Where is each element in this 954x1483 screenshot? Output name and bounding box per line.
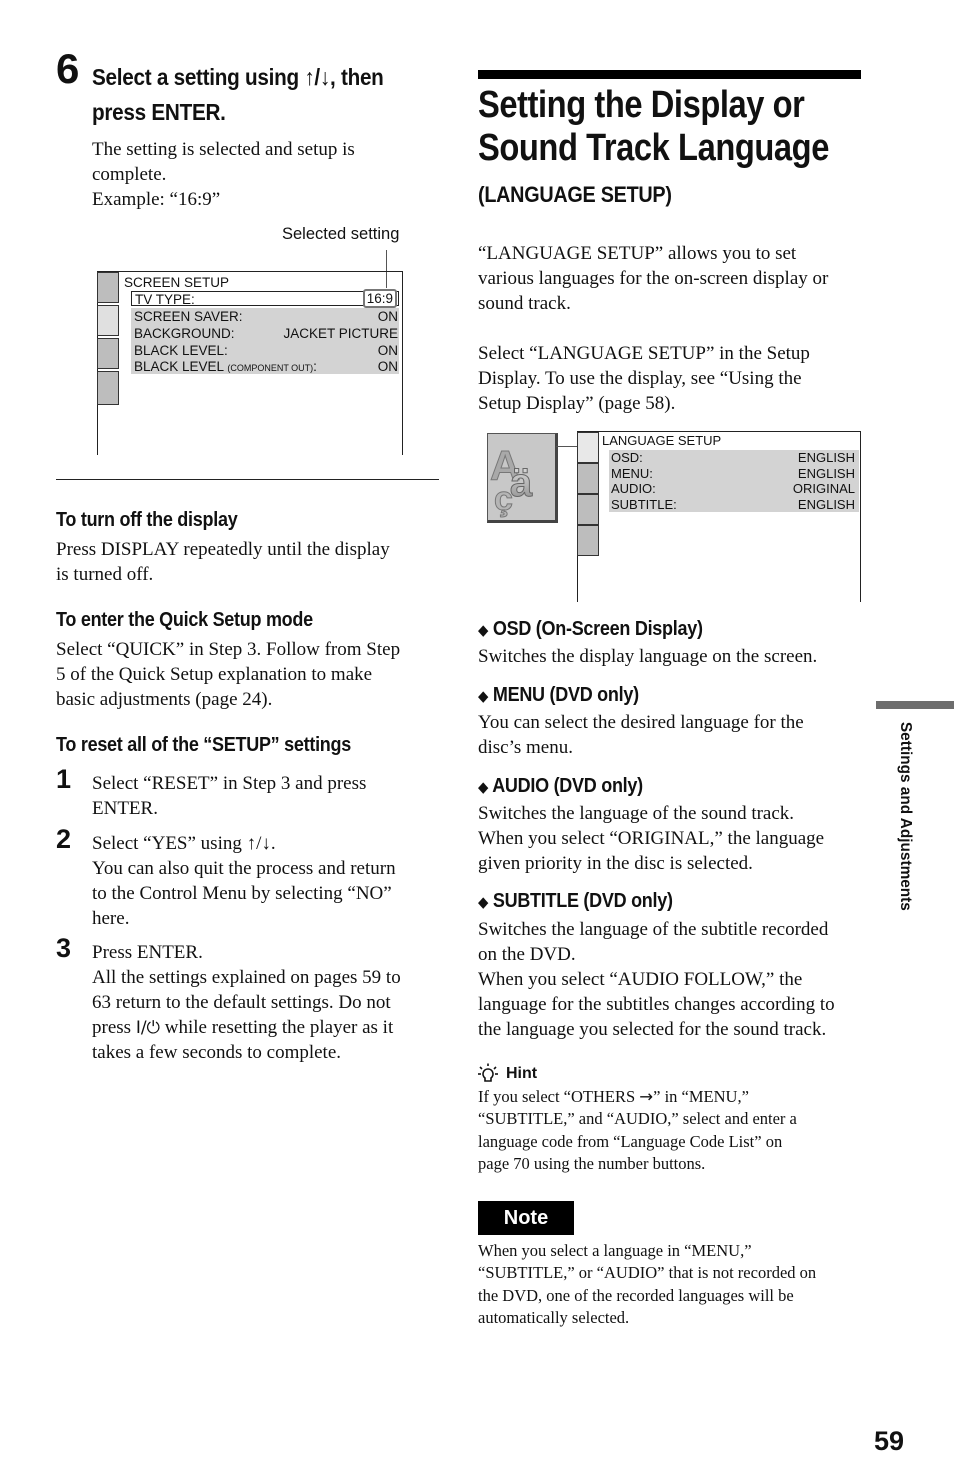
turn-off-heading: To turn off the display	[56, 509, 238, 531]
row-label: OSD:	[611, 450, 643, 465]
hint-line1: If you select “OTHERS →” in “MENU,”	[478, 1087, 749, 1106]
subtitle-heading: ◆ SUBTITLE (DVD only)	[478, 890, 673, 912]
reset-step-3-number: 3	[56, 933, 72, 963]
audio-body-line3: given priority in the disc is selected.	[478, 853, 753, 874]
subtitle-body-line1: Switches the language of the subtitle recorded	[478, 919, 829, 940]
note-line4: automatically selected.	[478, 1308, 630, 1327]
intro1-line1: “LANGUAGE SETUP” allows you to set	[478, 243, 797, 264]
diamond-bullet-icon: ◆	[478, 778, 489, 796]
hint-label: Hint	[478, 1063, 537, 1085]
reset-step-2-line1: Select “YES” using ↑/↓.	[92, 833, 276, 854]
row-value: ENGLISH	[797, 450, 855, 465]
language-letters-icon	[488, 434, 555, 520]
side-tab-label: Settings and Adjustments	[897, 721, 914, 911]
diamond-bullet-icon: ◆	[478, 893, 489, 911]
setup-icon-button	[97, 272, 119, 303]
reset-step-2-line2: You can also quit the process and return	[92, 858, 396, 879]
reset-step-1-line1: Select “RESET” in Step 3 and press	[92, 773, 367, 794]
reset-step-1-number: 1	[56, 764, 72, 794]
step-6-heading-line1: Select a setting using ↑/↓, then	[92, 64, 384, 90]
step-6-body-line2: complete.	[92, 164, 167, 185]
screen-row-black-level-component	[134, 358, 398, 377]
reset-step-3-line3: 63 return to the default settings. Do not	[92, 992, 391, 1013]
row-value: JACKET PICTURE	[283, 326, 398, 341]
intro1-line3: sound track.	[478, 293, 571, 314]
quick-line2: 5 of the Quick Setup explanation to make	[56, 664, 373, 685]
osd-body: Switches the display language on the screen.	[478, 646, 818, 667]
note-line3: the DVD, one of the recorded languages will be	[478, 1286, 794, 1305]
turn-off-line2: is turned off.	[56, 564, 154, 585]
text: while resetting the player as it	[160, 1017, 394, 1038]
step-6-body-line1: The setting is selected and setup is	[92, 139, 355, 160]
setup-icon-button	[577, 525, 599, 556]
reset-step-3-line2: All the settings explained on pages 59 to	[92, 967, 401, 988]
note-line1: When you select a language in “MENU,”	[478, 1241, 752, 1260]
screen-setup-title: SCREEN SETUP	[124, 275, 230, 290]
row-label: MENU:	[611, 465, 653, 481]
note-label: Note	[478, 1201, 574, 1235]
step-6-number: 6	[56, 45, 80, 92]
audio-body-line2: When you select “ORIGINAL,” the language	[478, 828, 825, 849]
screen-row-tv-type	[131, 291, 399, 306]
setup-icon-button	[97, 371, 119, 405]
quick-line1: Select “QUICK” in Step 3. Follow from Step	[56, 639, 401, 660]
screen-row-saver	[134, 308, 398, 325]
osd-heading: ◆ OSD (On-Screen Display)	[478, 618, 703, 640]
hint-line3: language code from “Language Code List” on	[478, 1132, 783, 1151]
setup-icon-button	[577, 463, 599, 494]
step-6-body-line3: Example: “16:9”	[92, 189, 221, 210]
row-value: ENGLISH	[797, 465, 855, 481]
page-number: 59	[874, 1426, 905, 1456]
turn-off-line1: Press DISPLAY repeatedly until the display	[56, 539, 390, 560]
reset-step-3-line4	[92, 1015, 393, 1041]
lang-row-subtitle	[611, 497, 855, 513]
diamond-bullet-icon: ◆	[478, 621, 489, 639]
arrow-right-icon: →	[639, 1087, 654, 1106]
reset-step-3-line5: takes a few seconds to complete.	[92, 1042, 342, 1063]
row-label: BACKGROUND:	[134, 326, 235, 341]
row-label: AUDIO:	[611, 481, 656, 496]
intro2-line3: Setup Display” (page 58).	[478, 393, 676, 414]
page-subtitle: (LANGUAGE SETUP)	[478, 182, 672, 207]
audio-body-line1: Switches the language of the sound track.	[478, 803, 795, 824]
menu-heading: ◆ MENU (DVD only)	[478, 684, 639, 706]
subtitle-body-line2: on the DVD.	[478, 944, 576, 965]
lang-row-menu	[611, 466, 855, 482]
setup-icon-button	[97, 338, 119, 369]
row-label: SUBTITLE:	[611, 496, 677, 512]
reset-step-2-line3: to the Control Menu by selecting “NO”	[92, 883, 392, 904]
quick-setup-heading: To enter the Quick Setup mode	[56, 609, 313, 631]
side-tab-bar	[876, 701, 954, 709]
hint-line2: “SUBTITLE,” and “AUDIO,” select and enter a	[478, 1109, 797, 1128]
intro2-line1: Select “LANGUAGE SETUP” in the Setup	[478, 343, 810, 364]
page-title-line2: Sound Track Language	[478, 127, 829, 169]
screen-setup-display	[97, 271, 403, 455]
row-value: ON	[377, 359, 398, 374]
setup-icon-button	[577, 494, 599, 525]
row-value: ON	[377, 343, 398, 358]
row-value: ENGLISH	[797, 496, 855, 512]
lang-row-audio	[611, 481, 855, 497]
row-label: TV TYPE:	[135, 292, 195, 307]
language-setup-icon	[487, 433, 558, 523]
language-setup-display	[577, 431, 861, 602]
subtitle-body-line3: When you select “AUDIO FOLLOW,” the	[478, 969, 803, 990]
row-label: BLACK LEVEL:	[134, 343, 228, 358]
text: press	[92, 1017, 136, 1038]
page-title-line1: Setting the Display or	[478, 84, 805, 126]
row-label: SCREEN SAVER:	[134, 309, 243, 324]
svg-text:ä: ä	[510, 461, 533, 505]
setup-icon-button	[577, 432, 599, 463]
setup-icon-button	[97, 305, 119, 336]
subtitle-body-line4: language for the subtitles changes according to	[478, 994, 835, 1015]
quick-line3: basic adjustments (page 24).	[56, 689, 273, 710]
menu-body-line1: You can select the desired language for the	[478, 712, 804, 733]
reset-step-3-line1: Press ENTER.	[92, 942, 203, 963]
svg-text:ç: ç	[494, 480, 513, 518]
svg-text:A: A	[490, 442, 521, 489]
note-line2: “SUBTITLE,” or “AUDIO” that is not recorded on	[478, 1263, 817, 1282]
diamond-bullet-icon: ◆	[478, 687, 489, 705]
row-label: BLACK LEVEL (COMPONENT OUT):	[134, 359, 317, 374]
menu-body-line2: disc’s menu.	[478, 737, 573, 758]
reset-heading: To reset all of the “SETUP” settings	[56, 734, 352, 756]
row-value: ORIGINAL	[792, 481, 855, 496]
selected-setting-callout: Selected setting	[282, 225, 400, 243]
screen-row-background	[134, 325, 398, 342]
reset-step-1-line2: ENTER.	[92, 798, 158, 819]
step-6-heading-line2: press ENTER.	[92, 99, 226, 125]
screen-row-black-level	[134, 342, 398, 359]
subtitle-body-line5: the language you selected for the sound track.	[478, 1019, 827, 1040]
title-rule	[478, 70, 861, 79]
intro1-line2: various languages for the on-screen display or	[478, 268, 829, 289]
hint-line4: page 70 using the number buttons.	[478, 1154, 706, 1173]
intro2-line2: Display. To use the display, see “Using the	[478, 368, 802, 389]
section-divider	[56, 479, 439, 480]
selected-value: 16:9	[363, 289, 397, 308]
row-value: ON	[377, 309, 398, 324]
reset-step-2-line4: here.	[92, 908, 130, 929]
reset-step-2-number: 2	[56, 824, 72, 854]
audio-heading: ◆ AUDIO (DVD only)	[478, 775, 643, 797]
lightbulb-icon	[478, 1063, 498, 1085]
language-setup-title: LANGUAGE SETUP	[602, 433, 722, 448]
power-icon: I/⏻	[135, 1018, 161, 1038]
lang-row-osd	[611, 450, 855, 466]
